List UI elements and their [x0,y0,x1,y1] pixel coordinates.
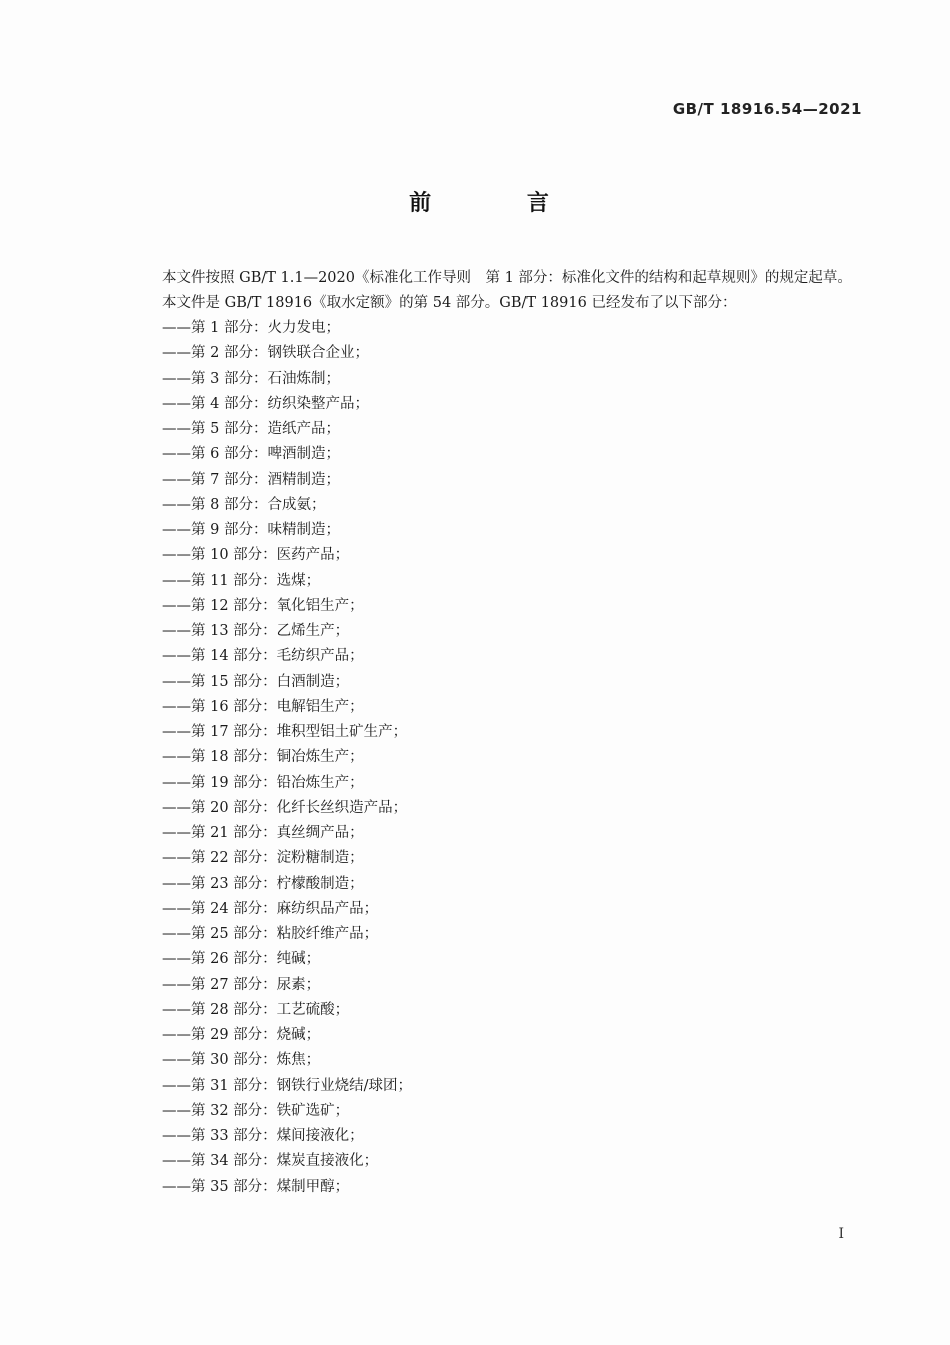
page-title: 前 言 [409,191,593,216]
list-item: ——第 28 部分：工艺硫酸； [162,1001,350,1018]
list-item: ——第 4 部分：纺织染整产品； [162,395,369,412]
list-item: ——第 27 部分：尿素； [162,976,321,993]
list-item: ——第 34 部分：煤炭直接液化； [162,1153,379,1170]
list-item: ——第 26 部分：纯碱； [162,951,321,968]
list-item: ——第 29 部分：烧碱； [162,1027,321,1043]
foreword-body [130,266,865,1200]
standard-number: GB/T 18916.54—2021 [672,100,862,118]
paragraph-series-intro: 本文件是 GB/T 18916《取水定额》的第 54 部分。GB/T 18916 已经发布了以下部分： [162,295,737,311]
list-item: ——第 22 部分：淀粉糖制造； [162,850,364,867]
list-item: ——第 31 部分：钢铁行业烧结/球团； [162,1077,413,1094]
list-item: ——第 7 部分：酒精制造； [162,471,340,488]
list-item: ——第 33 部分：煤间接液化； [162,1128,364,1144]
list-item: ——第 32 部分：铁矿选矿； [162,1102,350,1119]
list-item: ——第 35 部分：煤制甲醇； [162,1178,350,1195]
list-item: ——第 23 部分：柠檬酸制造； [162,875,364,892]
parts-list [130,316,865,1200]
paragraph-drafting-rules: 本文件按照 GB/T 1.1—2020《标准化工作导则 第 1 部分：标准化文件的结构和起草规则》的规定起草。 [162,270,852,286]
list-item: ——第 2 部分：钢铁联合企业； [162,345,369,362]
list-item: ——第 25 部分：粘胶纤维产品； [162,926,379,942]
list-item: ——第 15 部分：白酒制造； [162,673,350,690]
list-item: ——第 19 部分：铅冶炼生产； [162,774,364,791]
list-item: ——第 1 部分：火力发电； [162,320,340,336]
list-item: ——第 14 部分：毛纺织产品； [162,648,364,665]
list-item: ——第 3 部分：石油炼制； [162,370,340,387]
list-item: ——第 21 部分：真丝绸产品； [162,825,364,841]
list-item: ——第 5 部分：造纸产品； [162,421,340,437]
list-item: ——第 11 部分：选煤； [162,572,321,589]
list-item: ——第 8 部分：合成氨； [162,496,326,513]
list-item: ——第 6 部分：啤酒制造； [162,446,340,463]
list-item: ——第 20 部分：化纤长丝织造产品； [162,799,408,816]
list-item: ——第 18 部分：铜冶炼生产； [162,749,364,766]
list-item: ——第 30 部分：炼焦； [162,1052,321,1069]
page-number: I [838,1226,844,1242]
list-item: ——第 10 部分：医药产品； [162,547,350,564]
list-item: ——第 13 部分：乙烯生产； [162,623,350,639]
list-item: ——第 9 部分：味精制造； [162,522,340,538]
list-item: ——第 12 部分：氧化铝生产； [162,597,364,614]
list-item: ——第 17 部分：堆积型铝土矿生产； [162,724,408,740]
list-item: ——第 16 部分：电解铝生产； [162,698,364,715]
list-item: ——第 24 部分：麻纺织品产品； [162,900,379,917]
